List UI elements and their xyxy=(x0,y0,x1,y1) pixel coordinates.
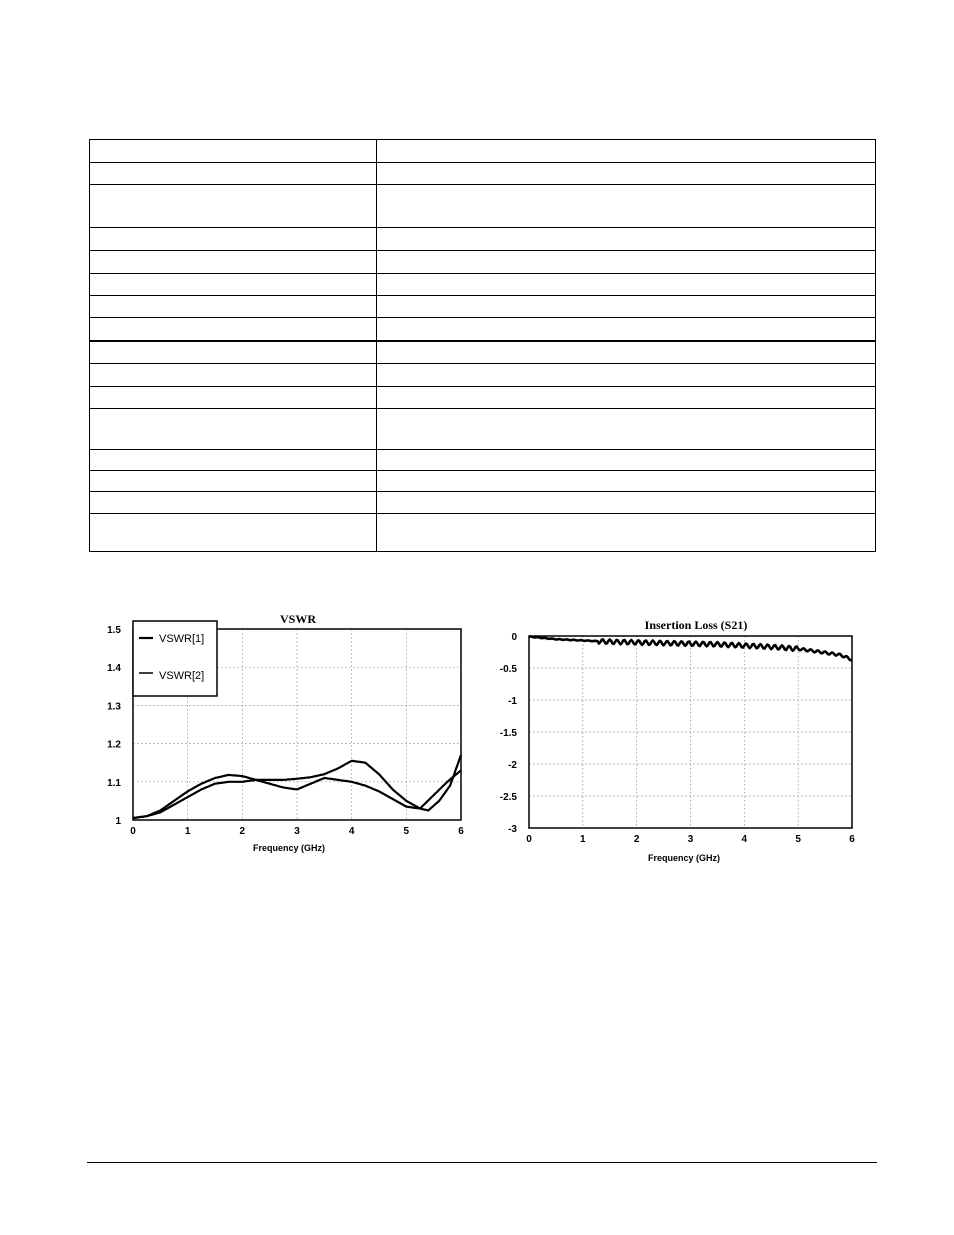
table-row-rule xyxy=(90,295,875,296)
legend xyxy=(133,621,217,696)
y-tick-label: 1.2 xyxy=(107,739,121,751)
table-column-divider xyxy=(376,140,377,551)
table-row-rule xyxy=(90,408,875,409)
x-tick-label: 4 xyxy=(348,826,355,837)
x-tick-label: 6 xyxy=(849,834,855,845)
y-tick-label: -0.5 xyxy=(499,664,517,675)
x-tick-label: 1 xyxy=(580,834,586,845)
spec-table xyxy=(89,139,876,552)
x-tick-label: 2 xyxy=(239,826,246,837)
chart-title: VSWR xyxy=(279,612,317,626)
x-tick-label: 5 xyxy=(403,826,410,837)
x-tick-label: 1 xyxy=(184,826,191,837)
x-tick-label: 4 xyxy=(741,834,748,845)
table-row-rule xyxy=(90,386,875,387)
table-row-rule xyxy=(90,273,875,274)
x-axis-label: Frequency (GHz) xyxy=(647,853,721,863)
legend-label: VSWR[2] xyxy=(159,670,205,682)
x-tick-label: 3 xyxy=(294,826,300,837)
table-row-rule xyxy=(90,340,875,342)
y-tick-label: 1.1 xyxy=(107,777,121,789)
table-row-rule xyxy=(90,317,875,318)
x-ticks xyxy=(130,826,464,837)
grid xyxy=(529,636,852,828)
chart-title: Insertion Loss (S21) xyxy=(644,618,748,632)
y-tick-label: 1.4 xyxy=(107,663,121,675)
vswr-chart xyxy=(89,603,474,868)
y-ticks xyxy=(500,632,518,835)
series-line xyxy=(133,755,461,818)
series-group xyxy=(133,755,461,818)
footer-rule xyxy=(87,1162,877,1163)
legend-label: VSWR[1] xyxy=(159,633,205,645)
y-tick-label: -2 xyxy=(508,760,517,771)
table-row-rule xyxy=(90,162,875,163)
x-tick-label: 0 xyxy=(130,826,136,837)
table-row-rule xyxy=(90,250,875,251)
y-tick-label: -3 xyxy=(508,824,517,835)
table-row-rule xyxy=(90,184,875,185)
y-tick-label: -1 xyxy=(508,696,517,707)
y-ticks xyxy=(107,625,121,827)
y-tick-label: -2.5 xyxy=(499,792,517,803)
y-tick-label: 1 xyxy=(115,816,121,827)
x-tick-label: 5 xyxy=(795,834,801,845)
x-tick-label: 6 xyxy=(458,826,464,837)
x-tick-label: 3 xyxy=(687,834,694,845)
table-row-rule xyxy=(90,363,875,364)
x-ticks xyxy=(526,834,855,845)
y-tick-label: 0 xyxy=(511,632,517,643)
table-row-rule xyxy=(90,449,875,450)
x-axis-label: Frequency (GHz) xyxy=(252,843,326,853)
y-tick-label: 1.5 xyxy=(107,625,121,636)
x-tick-label: 0 xyxy=(526,834,532,845)
insertion-loss-chart xyxy=(488,612,868,874)
x-tick-label: 2 xyxy=(633,834,640,845)
table-row-rule xyxy=(90,513,875,514)
y-tick-label: 1.3 xyxy=(107,701,121,713)
table-row-rule xyxy=(90,227,875,228)
table-row-rule xyxy=(90,491,875,492)
y-tick-label: -1.5 xyxy=(499,728,517,739)
table-row-rule xyxy=(90,470,875,471)
